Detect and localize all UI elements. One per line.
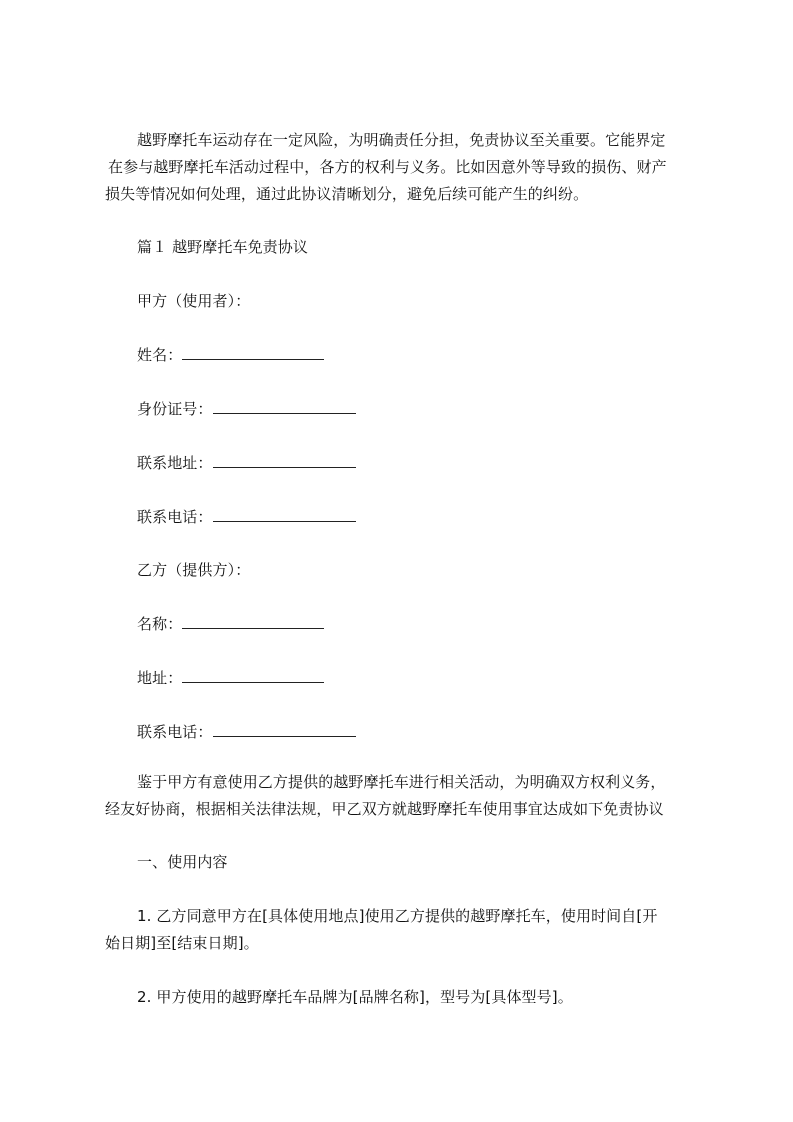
clause-1-heading: 一、使用内容: [137, 853, 228, 871]
intro-line-1: 越野摩托车运动存在一定风险，为明确责任分担，免责协议至关重要。它能界定: [137, 131, 666, 149]
intro-line-3: 损失等情况如何处理，通过此协议清晰划分，避免后续可能产生的纠纷。: [105, 185, 589, 203]
clause-1-item-1-line-1: 1. 乙方同意甲方在[具体使用地点]使用乙方提供的越野摩托车，使用时间自[开: [137, 907, 658, 925]
party-b-address-blank: [182, 668, 324, 683]
clause-1-item-1-line-2: 始日期]至[结束日期]。: [105, 934, 259, 952]
party-b-phone-field: [137, 722, 356, 742]
party-b-phone-blank: [213, 722, 356, 737]
party-b-name-label: 名称：: [137, 615, 183, 633]
party-a-id-blank: [213, 399, 356, 414]
party-a-address-blank: [213, 453, 356, 468]
party-b-address-label: 地址：: [137, 669, 183, 687]
party-a-phone-field: [137, 507, 356, 527]
party-b-heading: 乙方（提供方）：: [137, 561, 251, 579]
party-b-address-field: [137, 668, 324, 688]
clause-1-item-2: 2. 甲方使用的越野摩托车品牌为[品牌名称]，型号为[具体型号]。: [137, 988, 573, 1006]
party-a-id-label: 身份证号：: [137, 400, 213, 418]
party-b-phone-label: 联系电话：: [137, 723, 213, 741]
section-title: 篇１ 越野摩托车免责协议: [137, 238, 308, 256]
party-b-name-field: [137, 614, 324, 634]
party-a-name-label: 姓名：: [137, 346, 183, 364]
preamble-line-2: 经友好协商，根据相关法律法规，甲乙双方就越野摩托车使用事宜达成如下免责协议: [105, 800, 664, 818]
party-a-address-label: 联系地址：: [137, 454, 213, 472]
party-a-name-field: [137, 345, 324, 365]
preamble-line-1: 鉴于甲方有意使用乙方提供的越野摩托车进行相关活动，为明确双方权利义务，: [137, 773, 666, 791]
party-b-name-blank: [182, 614, 324, 629]
party-a-phone-blank: [213, 507, 356, 522]
party-a-address-field: [137, 453, 356, 473]
party-a-id-field: [137, 399, 356, 419]
party-a-heading: 甲方（使用者）：: [137, 292, 251, 310]
party-a-phone-label: 联系电话：: [137, 508, 213, 526]
party-a-name-blank: [182, 345, 324, 360]
intro-line-2: 在参与越野摩托车活动过程中，各方的权利与义务。比如因意外等导致的损伤、财产: [108, 158, 667, 176]
